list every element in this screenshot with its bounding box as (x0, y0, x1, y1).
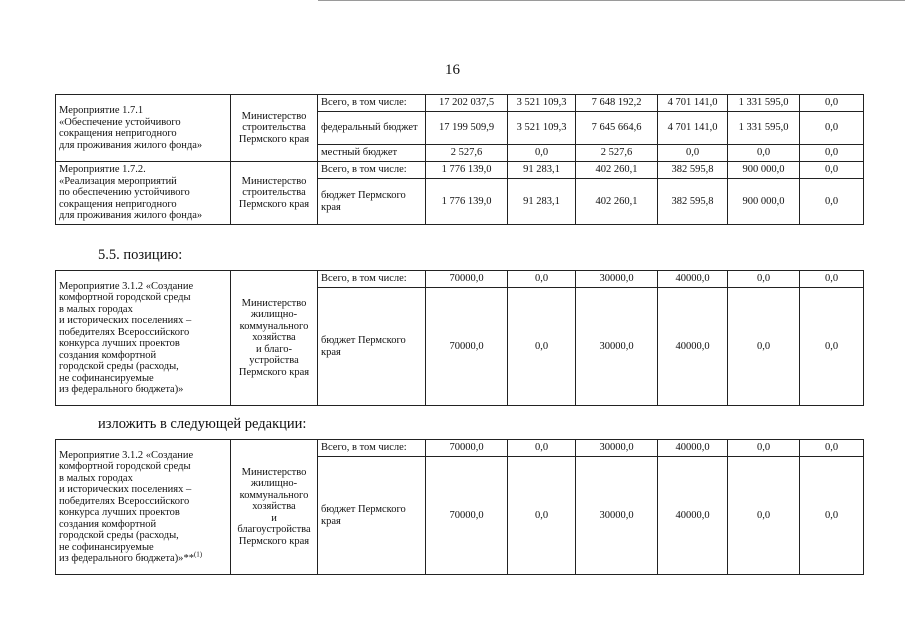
value-cell: 0,0 (728, 440, 800, 457)
value-cell: 30000,0 (576, 457, 658, 575)
event-cell: Мероприятие 3.1.2 «Создание комфортной городской среды в малых городах и исторических поселениях – победителях Всероссийского конкурса лучших проектов создания комфортной городской среды (расходы, не софинансируемые из федерального бюджета)» (56, 271, 231, 406)
value-cell: 0,0 (508, 457, 576, 575)
table-row (56, 162, 864, 179)
event-cell: Мероприятие 1.7.1 «Обеспечение устойчивого сокращения непригодного для проживания жилого фонда» (56, 95, 231, 162)
value-cell: 0,0 (728, 288, 800, 406)
source-cell: федеральный бюджет (318, 112, 426, 145)
value-cell: 40000,0 (658, 288, 728, 406)
value-cell: 4 701 141,0 (658, 112, 728, 145)
footnote-marks: ** (183, 553, 194, 564)
value-cell: 0,0 (728, 457, 800, 575)
value-cell: 382 595,8 (658, 162, 728, 179)
value-cell: 900 000,0 (728, 179, 800, 225)
value-cell: 30000,0 (576, 288, 658, 406)
source-cell: местный бюджет (318, 145, 426, 162)
value-cell: 4 701 141,0 (658, 95, 728, 112)
table-measure-3-1-2-new (55, 439, 864, 575)
table-row (56, 271, 864, 288)
value-cell: 3 521 109,3 (508, 95, 576, 112)
source-cell: Всего, в том числе: (318, 271, 426, 288)
value-cell: 0,0 (800, 145, 864, 162)
value-cell: 0,0 (658, 145, 728, 162)
section-heading: изложить в следующей редакции: (98, 416, 307, 432)
value-cell: 91 283,1 (508, 179, 576, 225)
value-cell: 30000,0 (576, 440, 658, 457)
section-heading: 5.5. позицию: (98, 247, 183, 263)
value-cell: 0,0 (508, 271, 576, 288)
value-cell: 17 199 509,9 (426, 112, 508, 145)
table-measure-3-1-2-old (55, 270, 864, 406)
value-cell: 0,0 (728, 271, 800, 288)
value-cell: 7 648 192,2 (576, 95, 658, 112)
table-row (56, 440, 864, 457)
executor-cell: Министерство жилищно- коммунального хозяйства и благо- устройства Пермского края (231, 271, 318, 406)
event-cell: Мероприятие 1.7.2. «Реализация мероприятий по обеспечению устойчивого сокращения непригодного для проживания жилого фонда» (56, 162, 231, 225)
source-cell: Всего, в том числе: (318, 440, 426, 457)
value-cell: 0,0 (728, 145, 800, 162)
value-cell: 0,0 (508, 145, 576, 162)
value-cell: 70000,0 (426, 457, 508, 575)
source-cell: бюджет Пермского края (318, 288, 426, 406)
event-cell: Мероприятие 3.1.2 «Создание комфортной городской среды в малых городах и исторических поселениях – победителях Всероссийского конкурса лучших проектов создания комфортной городской среды (расходы, не софинансируемые из федерального бюджета)»**$^{(1)}$ (56, 440, 231, 575)
value-cell: 70000,0 (426, 271, 508, 288)
source-cell: Всего, в том числе: (318, 162, 426, 179)
value-cell: 402 260,1 (576, 179, 658, 225)
source-cell: бюджет Пермского края (318, 457, 426, 575)
value-cell: 402 260,1 (576, 162, 658, 179)
value-cell: 3 521 109,3 (508, 112, 576, 145)
value-cell: 0,0 (800, 95, 864, 112)
source-cell: бюджет Пермского края (318, 179, 426, 225)
value-cell: 0,0 (800, 440, 864, 457)
table-measures-1-7 (55, 94, 864, 225)
value-cell: 0,0 (800, 179, 864, 225)
page-number: 16 (445, 62, 460, 78)
value-cell: 40000,0 (658, 457, 728, 575)
value-cell: 70000,0 (426, 440, 508, 457)
source-cell: Всего, в том числе: (318, 95, 426, 112)
value-cell: 0,0 (800, 162, 864, 179)
executor-cell: Министерство строительства Пермского края (231, 162, 318, 225)
executor-cell: Министерство жилищно- коммунального хозяйства и благоустройства Пермского края (231, 440, 318, 575)
value-cell: 70000,0 (426, 288, 508, 406)
top-rule (318, 0, 905, 1)
value-cell: 382 595,8 (658, 179, 728, 225)
value-cell: 1 776 139,0 (426, 162, 508, 179)
value-cell: 1 776 139,0 (426, 179, 508, 225)
value-cell: 0,0 (800, 112, 864, 145)
value-cell: 0,0 (508, 288, 576, 406)
value-cell: 2 527,6 (576, 145, 658, 162)
value-cell: 30000,0 (576, 271, 658, 288)
table-row (56, 95, 864, 112)
value-cell: 7 645 664,6 (576, 112, 658, 145)
value-cell: 2 527,6 (426, 145, 508, 162)
value-cell: 900 000,0 (728, 162, 800, 179)
value-cell: 0,0 (800, 457, 864, 575)
value-cell: 0,0 (800, 271, 864, 288)
value-cell: 40000,0 (658, 271, 728, 288)
value-cell: 17 202 037,5 (426, 95, 508, 112)
value-cell: 40000,0 (658, 440, 728, 457)
value-cell: 1 331 595,0 (728, 95, 800, 112)
footnote-ref: (1) (193, 550, 203, 559)
value-cell: 0,0 (800, 288, 864, 406)
value-cell: 91 283,1 (508, 162, 576, 179)
value-cell: 0,0 (508, 440, 576, 457)
value-cell: 1 331 595,0 (728, 112, 800, 145)
executor-cell: Министерство строительства Пермского края (231, 95, 318, 162)
